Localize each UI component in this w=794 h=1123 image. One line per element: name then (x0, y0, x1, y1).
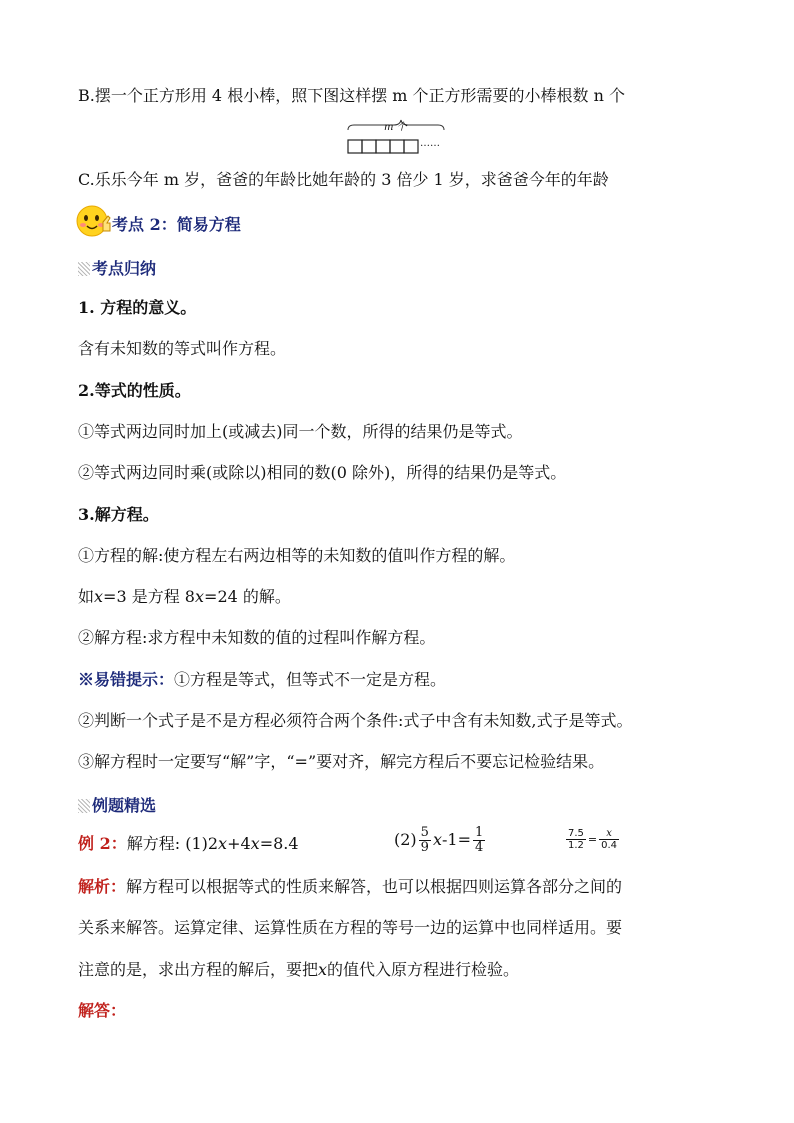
heading-2: 2.等式的性质。 (78, 381, 191, 400)
diagram-label: m 个 (384, 122, 407, 133)
fraction-denominator: 0.4 (601, 840, 618, 851)
fraction-numerator: x (599, 828, 619, 840)
fraction-denominator: 4 (474, 840, 484, 855)
answer-label: 解答： (78, 1001, 127, 1020)
analysis-text-1: 解方程可以根据等式的性质来解答，也可以根据四则运算各部分之间的 (126, 877, 623, 896)
option-b: B.摆一个正方形用 4 根小棒，照下图这样摆 m 个正方形需要的小棒根数 n 个 (78, 86, 626, 105)
variable-x: x (250, 834, 260, 853)
heading-liti (78, 793, 156, 816)
analysis-line-1 (78, 877, 622, 897)
example-eq2 (394, 826, 487, 855)
variable-x: x (432, 830, 442, 849)
example-2-line (78, 834, 299, 854)
equals-sign: = (587, 833, 598, 846)
eq2-prefix: (2) (394, 830, 417, 849)
heading-guina-text: 考点归纳 (92, 259, 157, 278)
heading-3: 3.解方程。 (78, 505, 159, 524)
eq2-mid: -1= (441, 830, 471, 849)
paragraph-2a: ①等式两边同时加上(或减去)同一个数，所得的结果仍是等式。 (78, 422, 523, 441)
diagram-dots: …… (420, 138, 440, 149)
example-eq1-mid: +4 (227, 834, 251, 853)
heading-liti-text: 例题精选 (92, 796, 157, 815)
hatch-marker-icon (78, 799, 90, 813)
tip-line-1 (78, 670, 446, 690)
paragraph-1: 含有未知数的等式叫作方程。 (78, 339, 287, 358)
fraction-x-0.4 (599, 828, 619, 851)
fraction-denominator: 9 (420, 840, 429, 855)
tip-line-2: ②判断一个式子是不是方程必须符合两个条件:式子中含有未知数,式子是等式。 (78, 711, 633, 730)
tip-1: ①方程是等式，但等式不一定是方程。 (174, 670, 447, 689)
smiley-emoji-icon (76, 204, 112, 238)
paragraph-2b: ②等式两边同时乘(或除以)相同的数(0 除外)，所得的结果仍是等式。 (78, 463, 567, 482)
fraction-denominator: 1.2 (568, 840, 584, 851)
p3b-mid: =3 是方程 8 (103, 587, 195, 606)
example-eq1-text: 解方程: (1)2 (126, 834, 219, 853)
p3b-pre: 如 (78, 587, 95, 606)
analysis-line-2: 关系来解答。运算定律、运算性质在方程的等号一边的运算中也同样适用。要 (78, 918, 623, 937)
paragraph-3c: ②解方程:求方程中未知数的值的过程叫作解方程。 (78, 628, 436, 647)
hatch-marker-icon (78, 262, 90, 276)
p3b-post: =24 的解。 (204, 587, 291, 606)
analysis-3-pre: 注意的是，求出方程的解后，要把 (78, 960, 319, 979)
option-c: C.乐乐今年 m 岁，爸爸的年龄比她年龄的 3 倍少 1 岁，求爸爸今年的年龄 (78, 170, 609, 189)
example-label: 例 2： (78, 834, 127, 853)
variable-x: x (195, 587, 205, 606)
analysis-3-post: 的值代入原方程进行检验。 (327, 960, 520, 979)
paragraph-3b (78, 587, 291, 607)
analysis-label: 解析： (78, 877, 127, 896)
paragraph-3a: ①方程的解:使方程左右两边相等的未知数的值叫作方程的解。 (78, 546, 516, 565)
example-eq1-end: =8.4 (259, 834, 299, 853)
tip-label: ※易错提示： (78, 670, 175, 689)
tip-line-3: ③解方程时一定要写“解”字，“=”要对齐，解完方程后不要忘记检验结果。 (78, 752, 605, 771)
fraction-5-9 (419, 826, 431, 855)
fraction-numerator: 7.5 (568, 828, 584, 839)
example-eq3 (564, 828, 621, 851)
variable-x: x (218, 834, 228, 853)
heading-1: 1. 方程的意义。 (78, 298, 197, 317)
variable-x: x (318, 960, 328, 979)
analysis-line-3 (78, 960, 519, 980)
heading-guina (78, 256, 156, 279)
fraction-7.5-1.2 (566, 828, 586, 851)
section-title-kaodian: 考点 2：简易方程 (112, 215, 241, 234)
fraction-numerator: 5 (420, 825, 429, 840)
fraction-numerator: 1 (474, 825, 484, 840)
variable-x: x (94, 587, 104, 606)
fraction-1-4 (473, 826, 485, 855)
